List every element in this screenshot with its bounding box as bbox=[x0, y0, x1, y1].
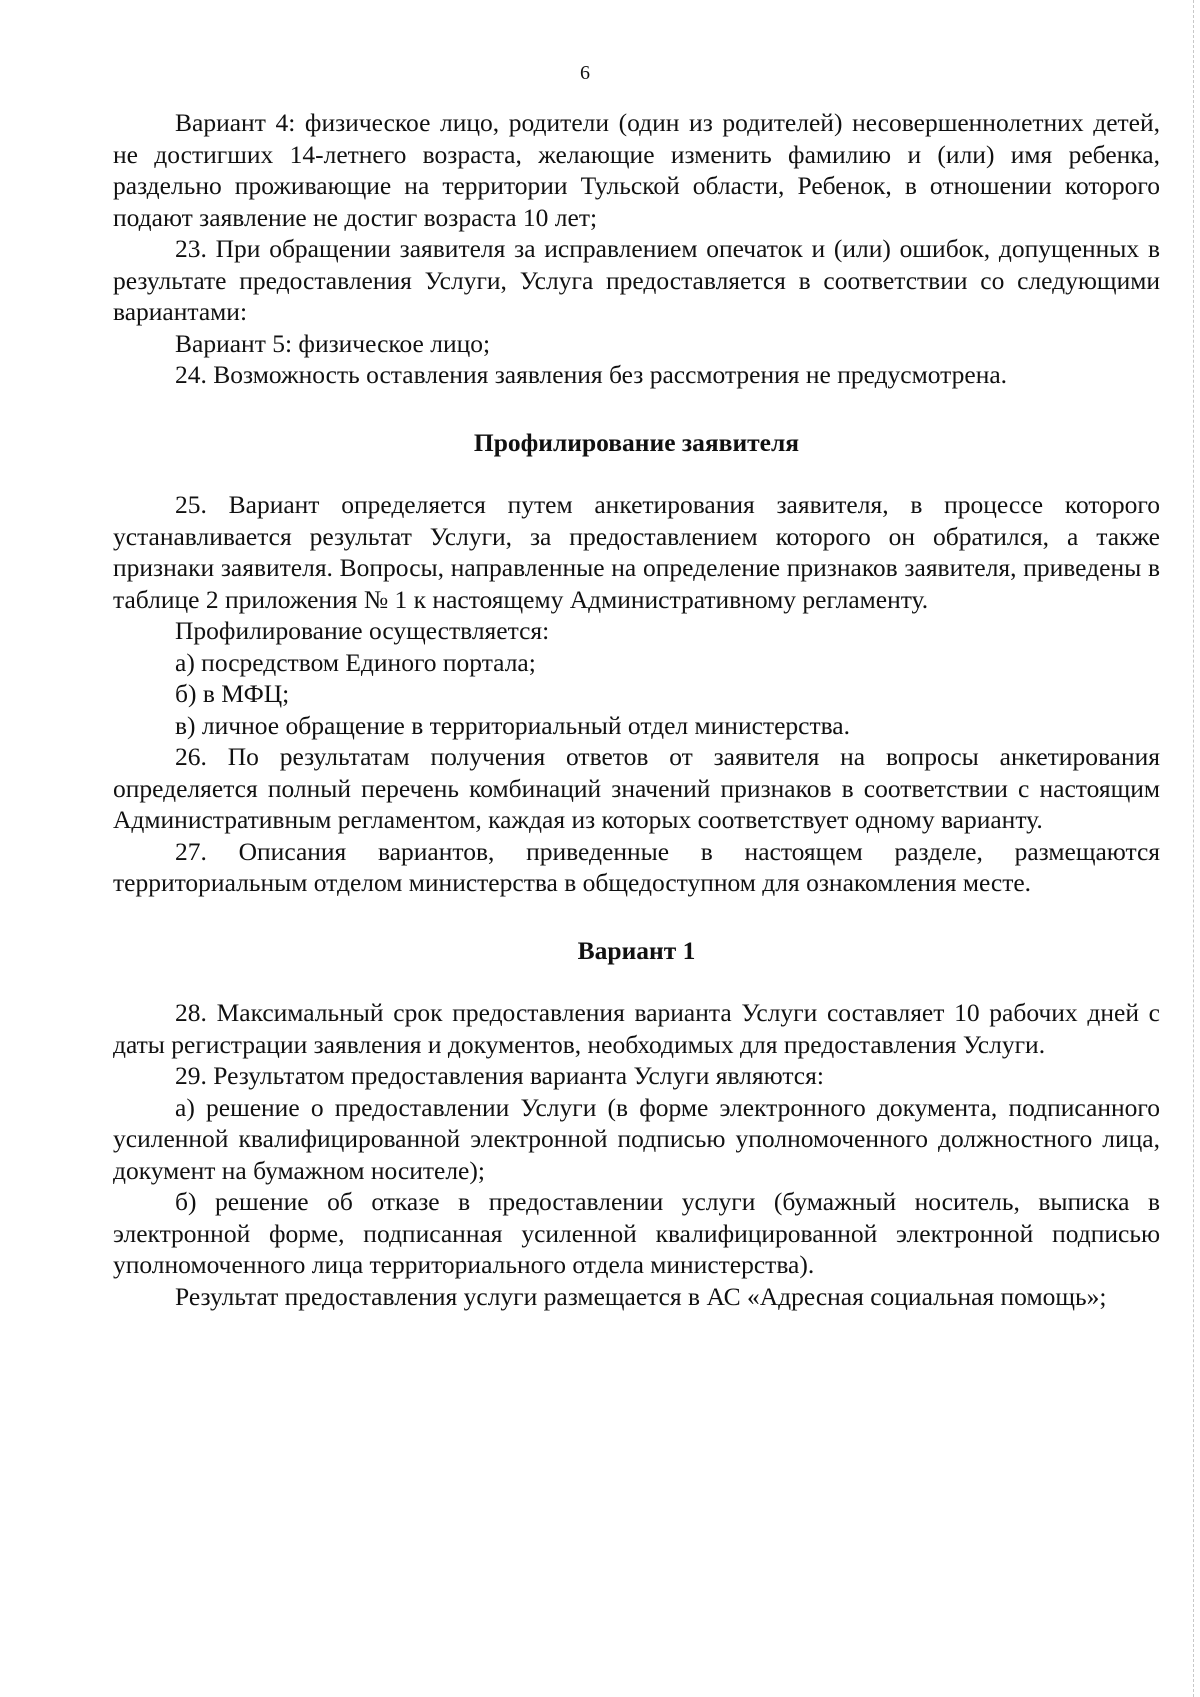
paragraph-27: 27. Описания вариантов, приведенные в настоящем разделе, размещаются территориальным отделом министерства в общедоступном для ознакомления месте. bbox=[113, 836, 1160, 897]
paragraph-24: 24. Возможность оставления заявления без рассмотрения не предусмотрена. bbox=[175, 360, 1008, 389]
paragraph-23: 23. При обращении заявителя за исправлением опечаток и (или) ошибок, допущенных в результате предоставления Услуги, Услуга предоставляется в соответствии со следующими вариантами: bbox=[113, 234, 1160, 326]
result-item-a: а) решение о предоставлении Услуги (в форме электронного документа, подписанного усиленной квалифицированной электронной подписью уполномоченного должностного лица, документ на бумажном носителе); bbox=[113, 1092, 1160, 1185]
heading-profiling: Профилирование заявителя bbox=[473, 427, 800, 457]
list-item-c: в) личное обращение в территориальный отдел министерства. bbox=[175, 710, 850, 740]
list-item-b: б) в МФЦ; bbox=[175, 679, 290, 708]
paragraph-28: 28. Максимальный срок предоставления варианта Услуги составляет 10 рабочих дней с даты регистрации заявления и документов, необходимых для предоставления Услуги. bbox=[113, 998, 1160, 1059]
paragraph-profiling-intro: Профилирование осуществляется: bbox=[175, 616, 550, 645]
scan-edge-line bbox=[1192, 0, 1194, 1697]
result-item-b: б) решение об отказе в предоставлении услуги (бумажный носитель, выписка в электронной форме, подписанная усиленной квалифицированной электронной подписью уполномоченного лица территориального отдела министерства). bbox=[113, 1187, 1160, 1279]
paragraph-29: 29. Результатом предоставления варианта Услуги являются: bbox=[175, 1061, 824, 1090]
page-number: 6 bbox=[580, 62, 590, 84]
paragraph-25: 25. Вариант определяется путем анкетирования заявителя, в процессе которого устанавливается результат Услуги, за предоставлением которого он обратился, а также признаки заявителя. Вопросы, направленные на определение признаков заявителя, приведены в таблице 2 приложения № 1 к настоящему Административному регламенту. bbox=[113, 490, 1160, 614]
document-body bbox=[113, 107, 1160, 1312]
paragraph-26: 26. По результатам получения ответов от заявителя на вопросы анкетирования определяется полный перечень комбинаций значений признаков в соответствии с настоящим Административным регламентом, каждая из которых соответствует одному варианту. bbox=[113, 742, 1160, 834]
heading-variant-1: Вариант 1 bbox=[577, 935, 696, 965]
list-item-a: а) посредством Единого портала; bbox=[175, 647, 536, 677]
paragraph-variant-5: Вариант 5: физическое лицо; bbox=[175, 328, 491, 358]
paragraph-result-placement: Результат предоставления услуги размещается в АС «Адресная социальная помощь»; bbox=[175, 1281, 1107, 1311]
paragraph-variant-4: Вариант 4: физическое лицо, родители (один из родителей) несовершеннолетних детей, не достигших 14-летнего возраста, желающие изменить фамилию и (или) имя ребенка, раздельно проживающие на территории Тульской области, Ребенок, в отношении которого подают заявление не достиг возраста 10 лет; bbox=[113, 108, 1160, 232]
